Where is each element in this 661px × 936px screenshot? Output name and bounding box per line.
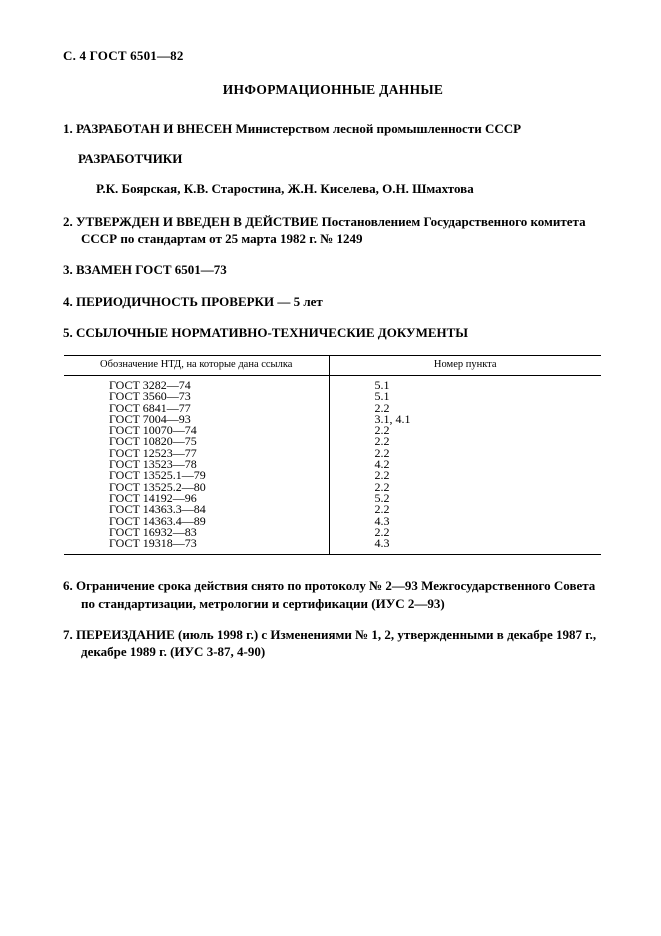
clause-number-cell: 2.2: [329, 436, 601, 447]
clause-number-cell: 5.1: [329, 375, 601, 391]
ntd-designation-cell: ГОСТ 13525.1—79: [109, 468, 206, 483]
clause-number-cell: 2.2: [329, 527, 601, 538]
ntd-designation-cell: ГОСТ 19318—73: [109, 536, 197, 551]
ntd-designation-cell: ГОСТ 16932—83: [109, 524, 197, 539]
clause-number-cell: 5.1: [329, 391, 601, 402]
clause-number-cell: 4.3: [329, 538, 601, 555]
page-header: С. 4 ГОСТ 6501—82: [63, 48, 184, 63]
references-table-body: [64, 375, 601, 554]
clause-number-cell: 4.3: [329, 516, 601, 527]
references-table-head: [64, 355, 601, 375]
ntd-designation-cell: ГОСТ 10070—74: [109, 423, 197, 438]
clause-number-cell: 2.2: [329, 482, 601, 493]
info-item-3: 3. ВЗАМЕН ГОСТ 6501—73: [63, 262, 227, 278]
ntd-designation-cell: ГОСТ 14363.3—84: [109, 502, 206, 517]
info-item-2: 2. УТВЕРЖДЕН И ВВЕДЕН В ДЕЙСТВИЕ Постановлением Государственного комитета СССР по стандартам от 25 марта 1982 г. № 1249: [63, 214, 586, 247]
ntd-designation-cell: ГОСТ 10820—75: [109, 434, 197, 449]
info-item-5: 5. ССЫЛОЧНЫЕ НОРМАТИВНО-ТЕХНИЧЕСКИЕ ДОКУМЕНТЫ: [63, 324, 469, 340]
ntd-designation-cell: ГОСТ 6841—77: [109, 400, 191, 415]
clause-number-cell: 4.2: [329, 459, 601, 470]
ntd-designation-cell: ГОСТ 7004—93: [109, 411, 191, 426]
table-header-clause: Номер пункта: [329, 355, 601, 375]
table-header-row: [64, 355, 601, 375]
clause-number-cell: 2.2: [329, 425, 601, 436]
ntd-designation-cell: ГОСТ 12523—77: [109, 445, 197, 460]
ntd-designation-cell: ГОСТ 14192—96: [109, 490, 197, 505]
clause-number-cell: 3.1, 4.1: [329, 414, 601, 425]
document-title: ИНФОРМАЦИОННЫЕ ДАННЫЕ: [222, 82, 444, 97]
ntd-designation-cell: ГОСТ 14363.4—89: [109, 513, 206, 528]
references-table: [64, 355, 601, 555]
ntd-designation-cell: ГОСТ 13525.2—80: [109, 479, 206, 494]
info-item-6: 6. Ограничение срока действия снято по протоколу № 2—93 Межгосударственного Совета по стандартизации, метрологии и сертификации (ИУС 2—93): [63, 578, 596, 611]
clause-number-cell: 2.2: [329, 448, 601, 459]
clause-number-cell: 2.2: [329, 403, 601, 414]
developers-names: Р.К. Боярская, К.В. Старостина, Ж.Н. Киселева, О.Н. Шмахтова: [96, 181, 474, 197]
clause-number-cell: 2.2: [329, 470, 601, 481]
ntd-designation-cell: ГОСТ 3560—73: [109, 389, 191, 404]
ntd-designation-cell: ГОСТ 13523—78: [109, 457, 197, 472]
clause-number-cell: 2.2: [329, 504, 601, 515]
table-header-designation: Обозначение НТД, на которые дана ссылка: [64, 355, 329, 375]
ntd-designation-cell: ГОСТ 3282—74: [109, 377, 191, 392]
table-row: [64, 538, 601, 555]
developers-label: РАЗРАБОТЧИКИ: [78, 151, 183, 167]
info-item-1: 1. РАЗРАБОТАН И ВНЕСЕН Министерством лесной промышленности СССР: [63, 121, 522, 136]
info-item-4: 4. ПЕРИОДИЧНОСТЬ ПРОВЕРКИ — 5 лет: [63, 293, 323, 309]
info-item-7: 7. ПЕРЕИЗДАНИЕ (июль 1998 г.) с Изменениями № 1, 2, утвержденными в декабре 1987 г., декабре 1989 г. (ИУС 3-87, 4-90): [63, 626, 597, 659]
clause-number-cell: 5.2: [329, 493, 601, 504]
